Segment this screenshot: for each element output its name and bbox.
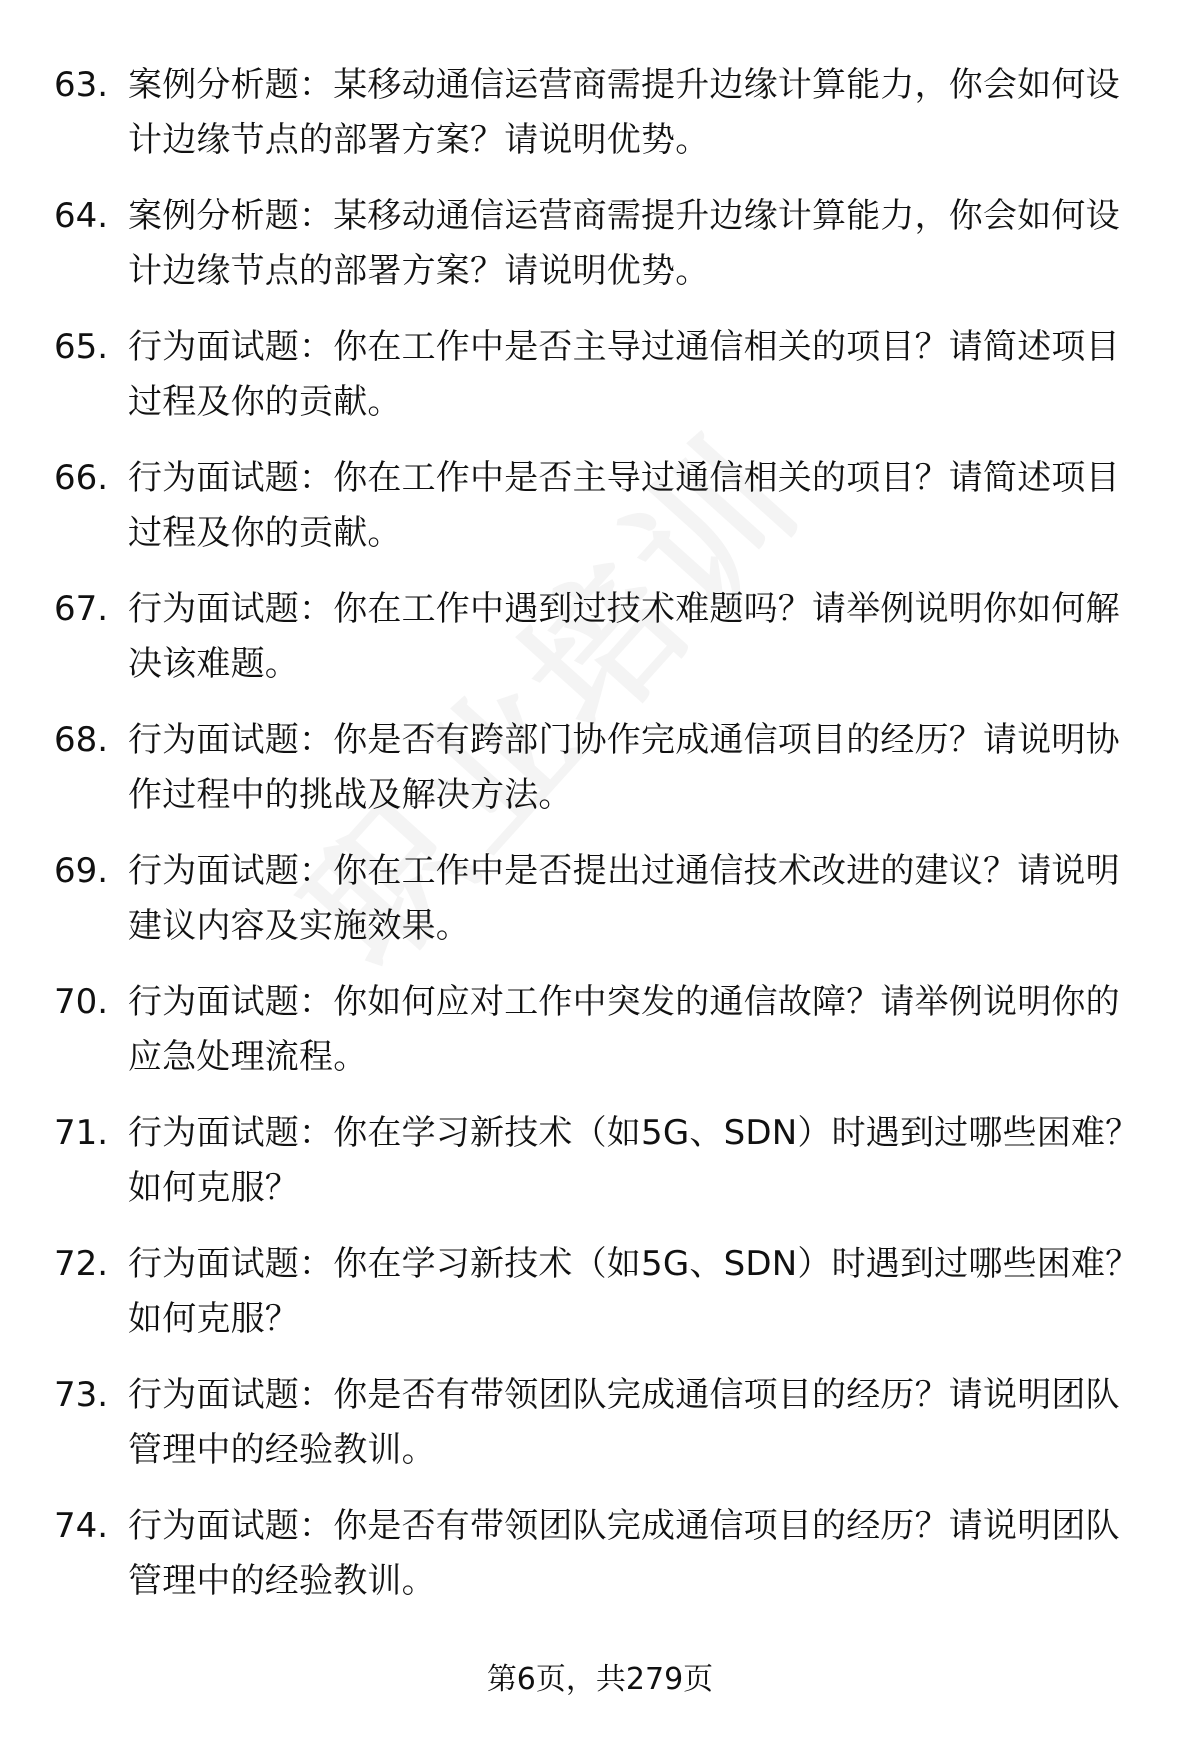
question-number: 64. <box>54 196 109 236</box>
list-item <box>0 1368 1200 1478</box>
question-text: 行为面试题：你是否有带领团队完成通信项目的经历？请说明团队管理中的经验教训。 <box>128 1375 1120 1470</box>
question-number: 71. <box>54 1113 109 1153</box>
question-text: 案例分析题：某移动通信运营商需提升边缘计算能力，你会如何设计边缘节点的部署方案？请说明优势。 <box>128 65 1120 160</box>
question-text: 行为面试题：你是否有跨部门协作完成通信项目的经历？请说明协作过程中的挑战及解决方法。 <box>128 720 1120 815</box>
list-item <box>0 582 1200 692</box>
list-item <box>0 975 1200 1085</box>
question-text: 行为面试题：你在工作中是否主导过通信相关的项目？请简述项目过程及你的贡献。 <box>128 327 1120 422</box>
list-item <box>0 1499 1200 1609</box>
question-text: 行为面试题：你在工作中遇到过技术难题吗？请举例说明你如何解决该难题。 <box>128 589 1120 684</box>
page-footer: 第6页，共279页 <box>486 1662 714 1697</box>
question-text: 行为面试题：你在学习新技术（如5G、SDN）时遇到过哪些困难？如何克服？ <box>128 1113 1140 1208</box>
list-item <box>0 189 1200 299</box>
question-text: 行为面试题：你在工作中是否主导过通信相关的项目？请简述项目过程及你的贡献。 <box>128 458 1120 553</box>
question-number: 68. <box>54 720 109 760</box>
question-list <box>0 58 1200 1630</box>
list-item <box>0 58 1200 168</box>
question-text: 行为面试题：你如何应对工作中突发的通信故障？请举例说明你的应急处理流程。 <box>128 982 1120 1077</box>
list-item <box>0 1237 1200 1347</box>
list-item <box>0 844 1200 954</box>
question-number: 65. <box>54 327 109 367</box>
question-number: 73. <box>54 1375 109 1415</box>
question-number: 66. <box>54 458 109 498</box>
list-item <box>0 451 1200 561</box>
list-item <box>0 1106 1200 1216</box>
question-text: 行为面试题：你在工作中是否提出过通信技术改进的建议？请说明建议内容及实施效果。 <box>128 851 1120 946</box>
question-number: 70. <box>54 982 109 1022</box>
question-text: 案例分析题：某移动通信运营商需提升边缘计算能力，你会如何设计边缘节点的部署方案？请说明优势。 <box>128 196 1120 291</box>
list-item <box>0 713 1200 823</box>
question-text: 行为面试题：你在学习新技术（如5G、SDN）时遇到过哪些困难？如何克服？ <box>128 1244 1140 1339</box>
question-number: 67. <box>54 589 109 629</box>
question-number: 72. <box>54 1244 109 1284</box>
question-number: 74. <box>54 1506 109 1546</box>
list-item <box>0 320 1200 430</box>
question-number: 63. <box>54 65 109 105</box>
question-number: 69. <box>54 851 109 891</box>
question-text: 行为面试题：你是否有带领团队完成通信项目的经历？请说明团队管理中的经验教训。 <box>128 1506 1120 1601</box>
